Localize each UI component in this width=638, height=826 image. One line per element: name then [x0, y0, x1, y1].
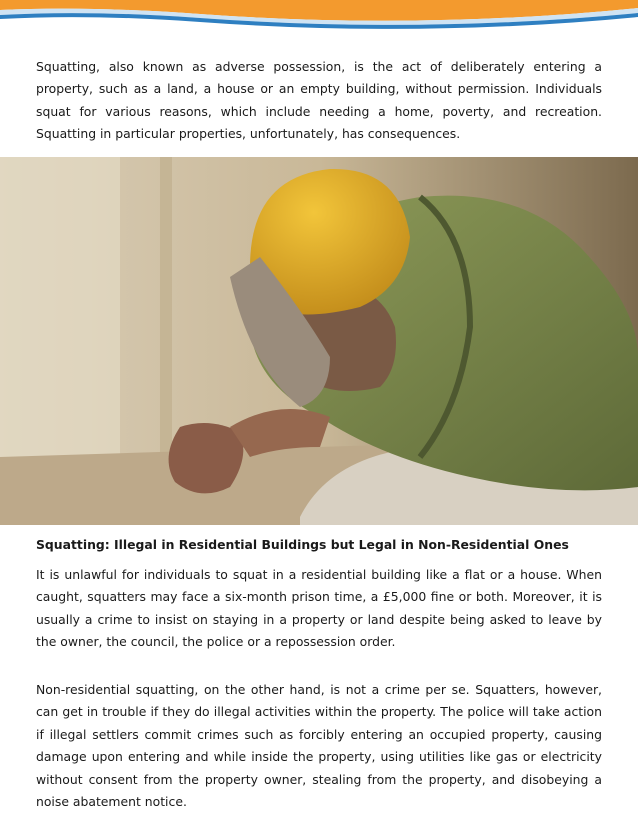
page-header-decoration [0, 0, 638, 30]
section-heading: Squatting: Illegal in Residential Buildings but Legal in Non-Residential Ones [36, 537, 569, 552]
intro-paragraph: Squatting, also known as adverse possession, is the act of deliberately entering a property, such as a land, a house or an empty building, without permission. Individuals squat for various reasons, which include needing a home, poverty, and recreation. Squatting in particular properties, unfortunately, has consequences. [36, 59, 602, 142]
body-paragraph-residential: It is unlawful for individuals to squat in a residential building like a flat or a house. When caught, squatters may face a six-month prison time, a £5,000 fine or both. Moreover, it is usually a crime to insist on staying in a property or land despite being asked to leave by the owner, the council, the police or a repossession order. [36, 567, 602, 650]
squatter-photo [0, 157, 638, 525]
body-paragraph-non-residential: Non-residential squatting, on the other hand, is not a crime per se. Squatters, however, can get in trouble if they do illegal activities within the property. The police will take action if illegal settlers commit crimes such as forcibly entering an occupied property, causing damage upon entering and while inside the property, using utilities like gas or electricity without consent from the property owner, stealing from the property, and disobeying a noise abatement notice. [36, 682, 602, 810]
